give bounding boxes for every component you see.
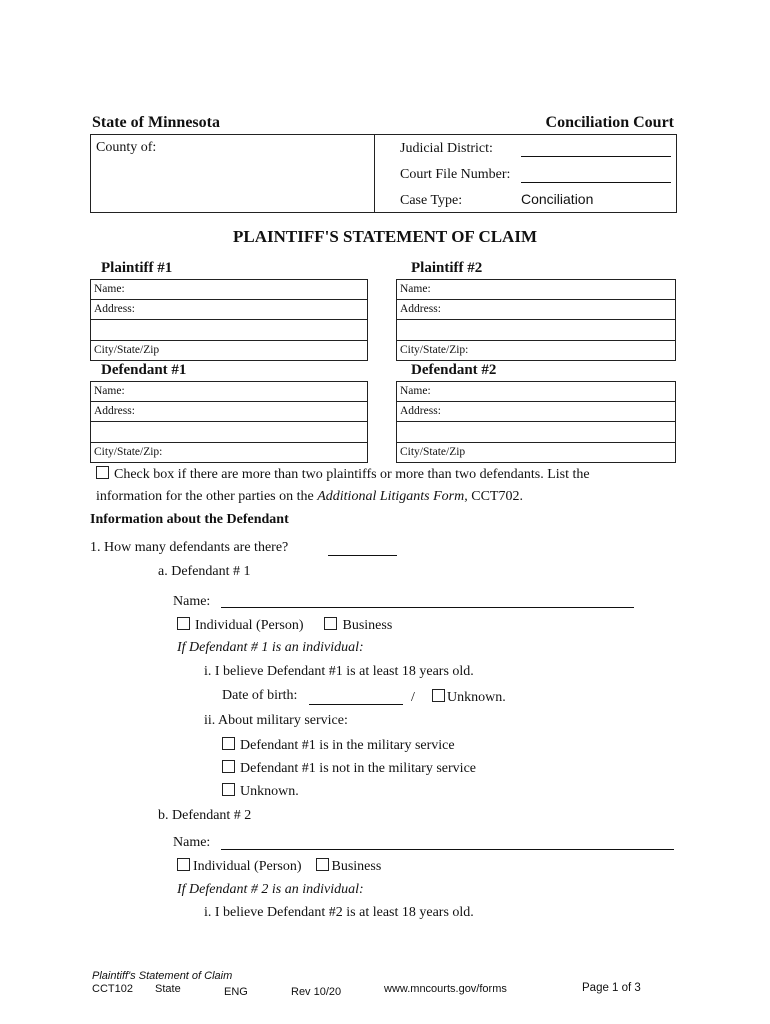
defendant-a-dob-label: Date of birth: xyxy=(222,688,298,703)
footer-scope: State xyxy=(155,983,181,995)
defendant2-box xyxy=(396,381,676,463)
defendant-a-mil-unknown xyxy=(222,783,299,800)
defendant-a-business-checkbox[interactable] xyxy=(324,617,337,630)
defendant2-address-line2[interactable] xyxy=(397,422,675,443)
footer-language: ENG xyxy=(224,986,248,998)
defendant-count-field[interactable] xyxy=(328,555,397,556)
defendant-a-individual-label: Individual (Person) xyxy=(195,618,304,633)
defendant-a-if-individual: If Defendant # 1 is an individual: xyxy=(177,640,364,655)
defendant-b-label: b. Defendant # 2 xyxy=(158,808,252,823)
footer-url[interactable]: www.mncourts.gov/forms xyxy=(384,983,507,995)
q1-defendant-count: 1. How many defendants are there? xyxy=(90,540,289,555)
defendant1-address-line2[interactable] xyxy=(91,422,367,443)
court-file-number-label: Court File Number: xyxy=(400,167,511,182)
defendant2-city-field[interactable]: City/State/Zip xyxy=(400,446,466,458)
defendant-a-mil-in xyxy=(222,737,455,754)
plaintiff1-address-field[interactable]: Address: xyxy=(91,300,367,320)
footer-revision: Rev 10/20 xyxy=(291,986,342,998)
defendant-b-individual-label: Individual (Person) xyxy=(193,859,302,874)
case-type-value[interactable]: Conciliation xyxy=(521,191,594,207)
defendant-b-name-field[interactable] xyxy=(221,849,674,850)
case-type-label: Case Type: xyxy=(400,193,463,208)
defendant2-name-field[interactable]: Name: xyxy=(397,382,675,402)
defendant-a-individual-checkbox[interactable] xyxy=(177,617,190,630)
defendant-a-mil-not xyxy=(222,760,476,777)
mil-not-checkbox[interactable] xyxy=(222,760,235,773)
footer-page-number: Page 1 of 3 xyxy=(582,982,641,994)
county-label: County of: xyxy=(96,140,157,155)
defendant1-heading: Defendant #1 xyxy=(101,362,187,378)
info-heading: Information about the Defendant xyxy=(90,512,289,527)
defendant-b-individual-checkbox[interactable] xyxy=(177,858,190,871)
defendant-a-dob-unknown xyxy=(432,689,506,706)
plaintiff1-heading: Plaintiff #1 xyxy=(101,260,173,276)
more-parties-pre: information for the other parties on the xyxy=(96,489,318,504)
defendant-a-name-field[interactable] xyxy=(221,607,634,608)
dob-separator: / xyxy=(411,690,415,705)
mil-unknown-label: Unknown. xyxy=(240,784,299,799)
more-parties-line2 xyxy=(96,489,523,505)
mil-not-label: Defendant #1 is not in the military service xyxy=(240,761,476,776)
defendant-b-name-label: Name: xyxy=(173,835,211,850)
court-file-number-field[interactable] xyxy=(521,182,671,183)
plaintiff1-city-field[interactable]: City/State/Zip xyxy=(94,344,160,356)
plaintiff2-heading: Plaintiff #2 xyxy=(411,260,483,276)
defendant-a-dob-unknown-label: Unknown. xyxy=(447,690,506,705)
defendant-a-business-label: Business xyxy=(342,618,393,633)
court-name: Conciliation Court xyxy=(545,114,674,131)
mil-unknown-checkbox[interactable] xyxy=(222,783,235,796)
defendant-b-business-checkbox[interactable] xyxy=(316,858,329,871)
plaintiff2-name-field[interactable]: Name: xyxy=(397,280,675,300)
defendant2-heading: Defendant #2 xyxy=(411,362,497,378)
defendant-a-name-label: Name: xyxy=(173,594,211,609)
defendant-b-age-statement: i. I believe Defendant #2 is at least 18 years old. xyxy=(204,905,474,920)
plaintiff1-name-field[interactable]: Name: xyxy=(91,280,367,300)
plaintiff2-box xyxy=(396,279,676,361)
more-parties-checkbox[interactable] xyxy=(96,466,109,479)
caption-divider xyxy=(374,134,375,213)
defendant-a-label: a. Defendant # 1 xyxy=(158,564,251,579)
footer-form-title: Plaintiff's Statement of Claim xyxy=(92,970,233,982)
defendant2-address-field[interactable]: Address: xyxy=(397,402,675,422)
judicial-district-field[interactable] xyxy=(521,156,671,157)
defendant-b-business-label: Business xyxy=(331,859,382,874)
plaintiff1-address-line2[interactable] xyxy=(91,320,367,341)
defendant-b-if-individual: If Defendant # 2 is an individual: xyxy=(177,882,364,897)
mil-in-checkbox[interactable] xyxy=(222,737,235,750)
mil-in-label: Defendant #1 is in the military service xyxy=(240,738,455,753)
defendant-a-dob-unknown-checkbox[interactable] xyxy=(432,689,445,702)
plaintiff1-box xyxy=(90,279,368,361)
state-name: State of Minnesota xyxy=(92,114,220,131)
defendant-a-dob-field[interactable] xyxy=(309,704,403,705)
more-parties-line1 xyxy=(96,466,590,483)
footer-form-code: CCT102 xyxy=(92,983,133,995)
form-title: PLAINTIFF'S STATEMENT OF CLAIM xyxy=(233,227,537,246)
defendant-a-type xyxy=(177,617,392,634)
plaintiff2-city-field[interactable]: City/State/Zip: xyxy=(400,344,469,356)
defendant1-name-field[interactable]: Name: xyxy=(91,382,367,402)
judicial-district-label: Judicial District: xyxy=(400,141,493,156)
defendant-b-type xyxy=(177,858,381,875)
plaintiff2-address-line2[interactable] xyxy=(397,320,675,341)
additional-litigants-form: Additional Litigants Form xyxy=(317,489,465,504)
defendant-a-military-label: ii. About military service: xyxy=(204,713,348,728)
defendant1-address-field[interactable]: Address: xyxy=(91,402,367,422)
defendant-a-age-statement: i. I believe Defendant #1 is at least 18 years old. xyxy=(204,664,474,679)
defendant1-city-field[interactable]: City/State/Zip: xyxy=(94,446,163,458)
defendant1-box xyxy=(90,381,368,463)
more-parties-text: Check box if there are more than two plaintiffs or more than two defendants. List the xyxy=(114,467,590,482)
more-parties-post: , CCT702. xyxy=(464,489,523,504)
plaintiff2-address-field[interactable]: Address: xyxy=(397,300,675,320)
